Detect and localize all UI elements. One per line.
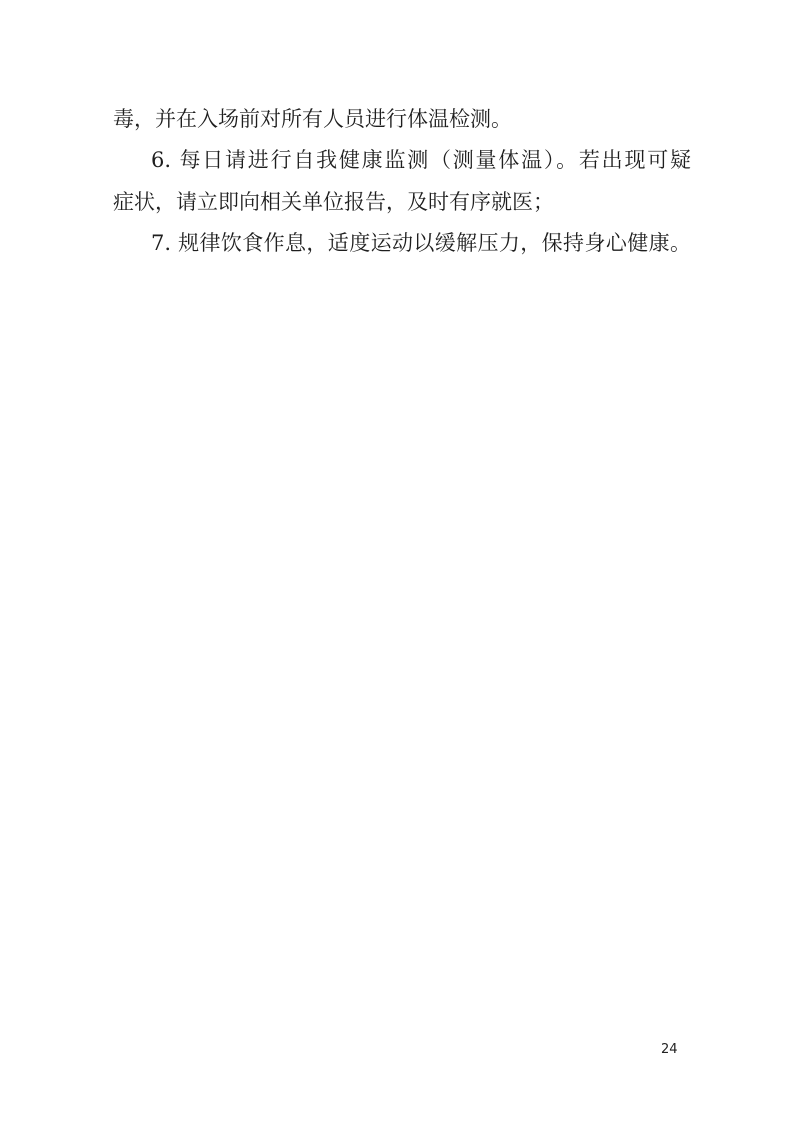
document-text-block — [113, 99, 691, 264]
text-line-item-7: 7. 规律饮食作息，适度运动以缓解压力，保持身心健康。 — [151, 230, 691, 255]
text-line-item-6-end: 症状，请立即向相关单位报告，及时有序就医； — [113, 189, 554, 214]
page-number: 24 — [661, 1042, 678, 1057]
text-line-paragraph-continuation: 毒，并在入场前对所有人员进行体温检测。 — [113, 107, 512, 131]
text-line-item-6-start: 6. 每日请进行自我健康监测（测量体温）。若出现可疑 — [151, 148, 691, 173]
